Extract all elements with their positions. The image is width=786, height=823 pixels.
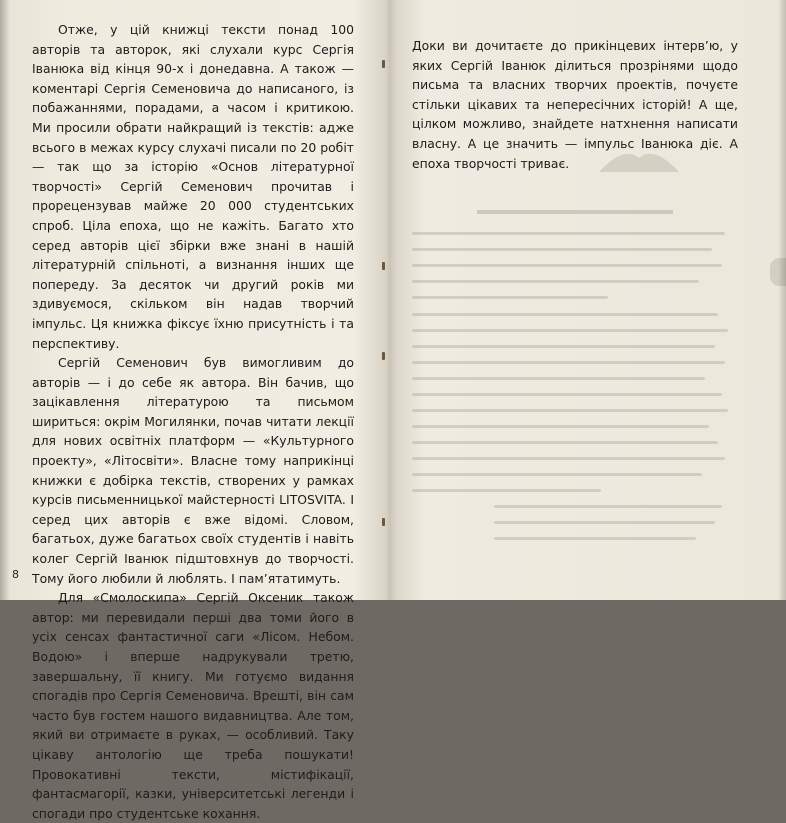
right-page-text (412, 36, 738, 173)
left-paragraph-3: Для «Смолоскипа» Сергій Оксеник також автор: ми перевидали перші два томи його в усіх сенсах фантастичної саги «Лісом. Небом. Водою» і вперше надрукували третю, завершальну, її книгу. Ми готуємо видання спогадів про Сергія Семеновича. Врешті, він сам часто був гостем нашого видавництва. Але том, який ви отримаєте в руках, — особливий. Таку цікаву антологію ще треба пошукати! Провокативні тексти, містифікації, фантасмагорії, казки, університетські легенди і спогади про студентське кохання. (32, 590, 354, 821)
left-paragraph-1: Отже, у цій книжці тексти понад 100 авторів та авторок, які слухали курс Сергія Іванюка від кінця 90-х і донедавна. А також — коментарі Сергія Семеновича до написаного, із побажаннями, порадами, а часом і критикою. Ми просили обрати найкращий із текстів: адже всього в межах курсу слухачі писали по 20 робіт — так що за історію «Основ літературної творчості» Сергій Семенович прочитав і прорецензував майже 20 000 студентських спроб. Ціла епоха, що не кажіть. Багато хто серед авторів цієї збірки вже знані в нашій літературній спільноті, а визнання інших ще попереду. За десяток чи другий років ми здивуємося, скільком він надав творчий імпульс. Ця книжка фіксує їхню присутність і та перспективу. (32, 22, 354, 351)
binding-stitch (382, 352, 385, 360)
right-paragraph-1: Доки ви дочитаєте до прикінцевих інтерв’ю, у яких Сергій Іванюк ділиться прозрінями щодо письма та власних творчих проектів, почуєте стільки цікавих та непересічних історій! А ще, цілком можливо, знайдете натхнення написати власну. А це значить — імпульс Іванюка діє. А епоха творчості триває. (412, 38, 738, 171)
page-number: 8 (12, 568, 19, 581)
binding-stitch (382, 60, 385, 68)
binding-stitch (382, 518, 385, 526)
binding-stitch (382, 262, 385, 270)
left-page (0, 0, 392, 821)
right-edge-shadow (778, 0, 786, 600)
show-through-text (412, 210, 738, 570)
show-through-emblem (594, 140, 684, 180)
left-page-text (32, 20, 354, 823)
left-paragraph-2: Сергій Семенович був вимогливим до авторів — і до себе як автора. Він бачив, що зацікавлення літературою та письмом шириться: окрім Могилянки, почав читати лекції для нових освітніх платформ — «Культурного проекту», «Літосвіти». Власне тому наприкінці книжки є добірка текстів, створених у рамках курсів письменницької майстерності LITOSVITA. І серед цих авторів є вже відомі. Словом, багатьох, дуже багатьох своїх студентів і навіть колег Сергій Іванюк підштовхнув до творчості. Тому його любили й люблять. І пам’ятатимуть. (32, 355, 354, 586)
right-page (394, 0, 786, 600)
